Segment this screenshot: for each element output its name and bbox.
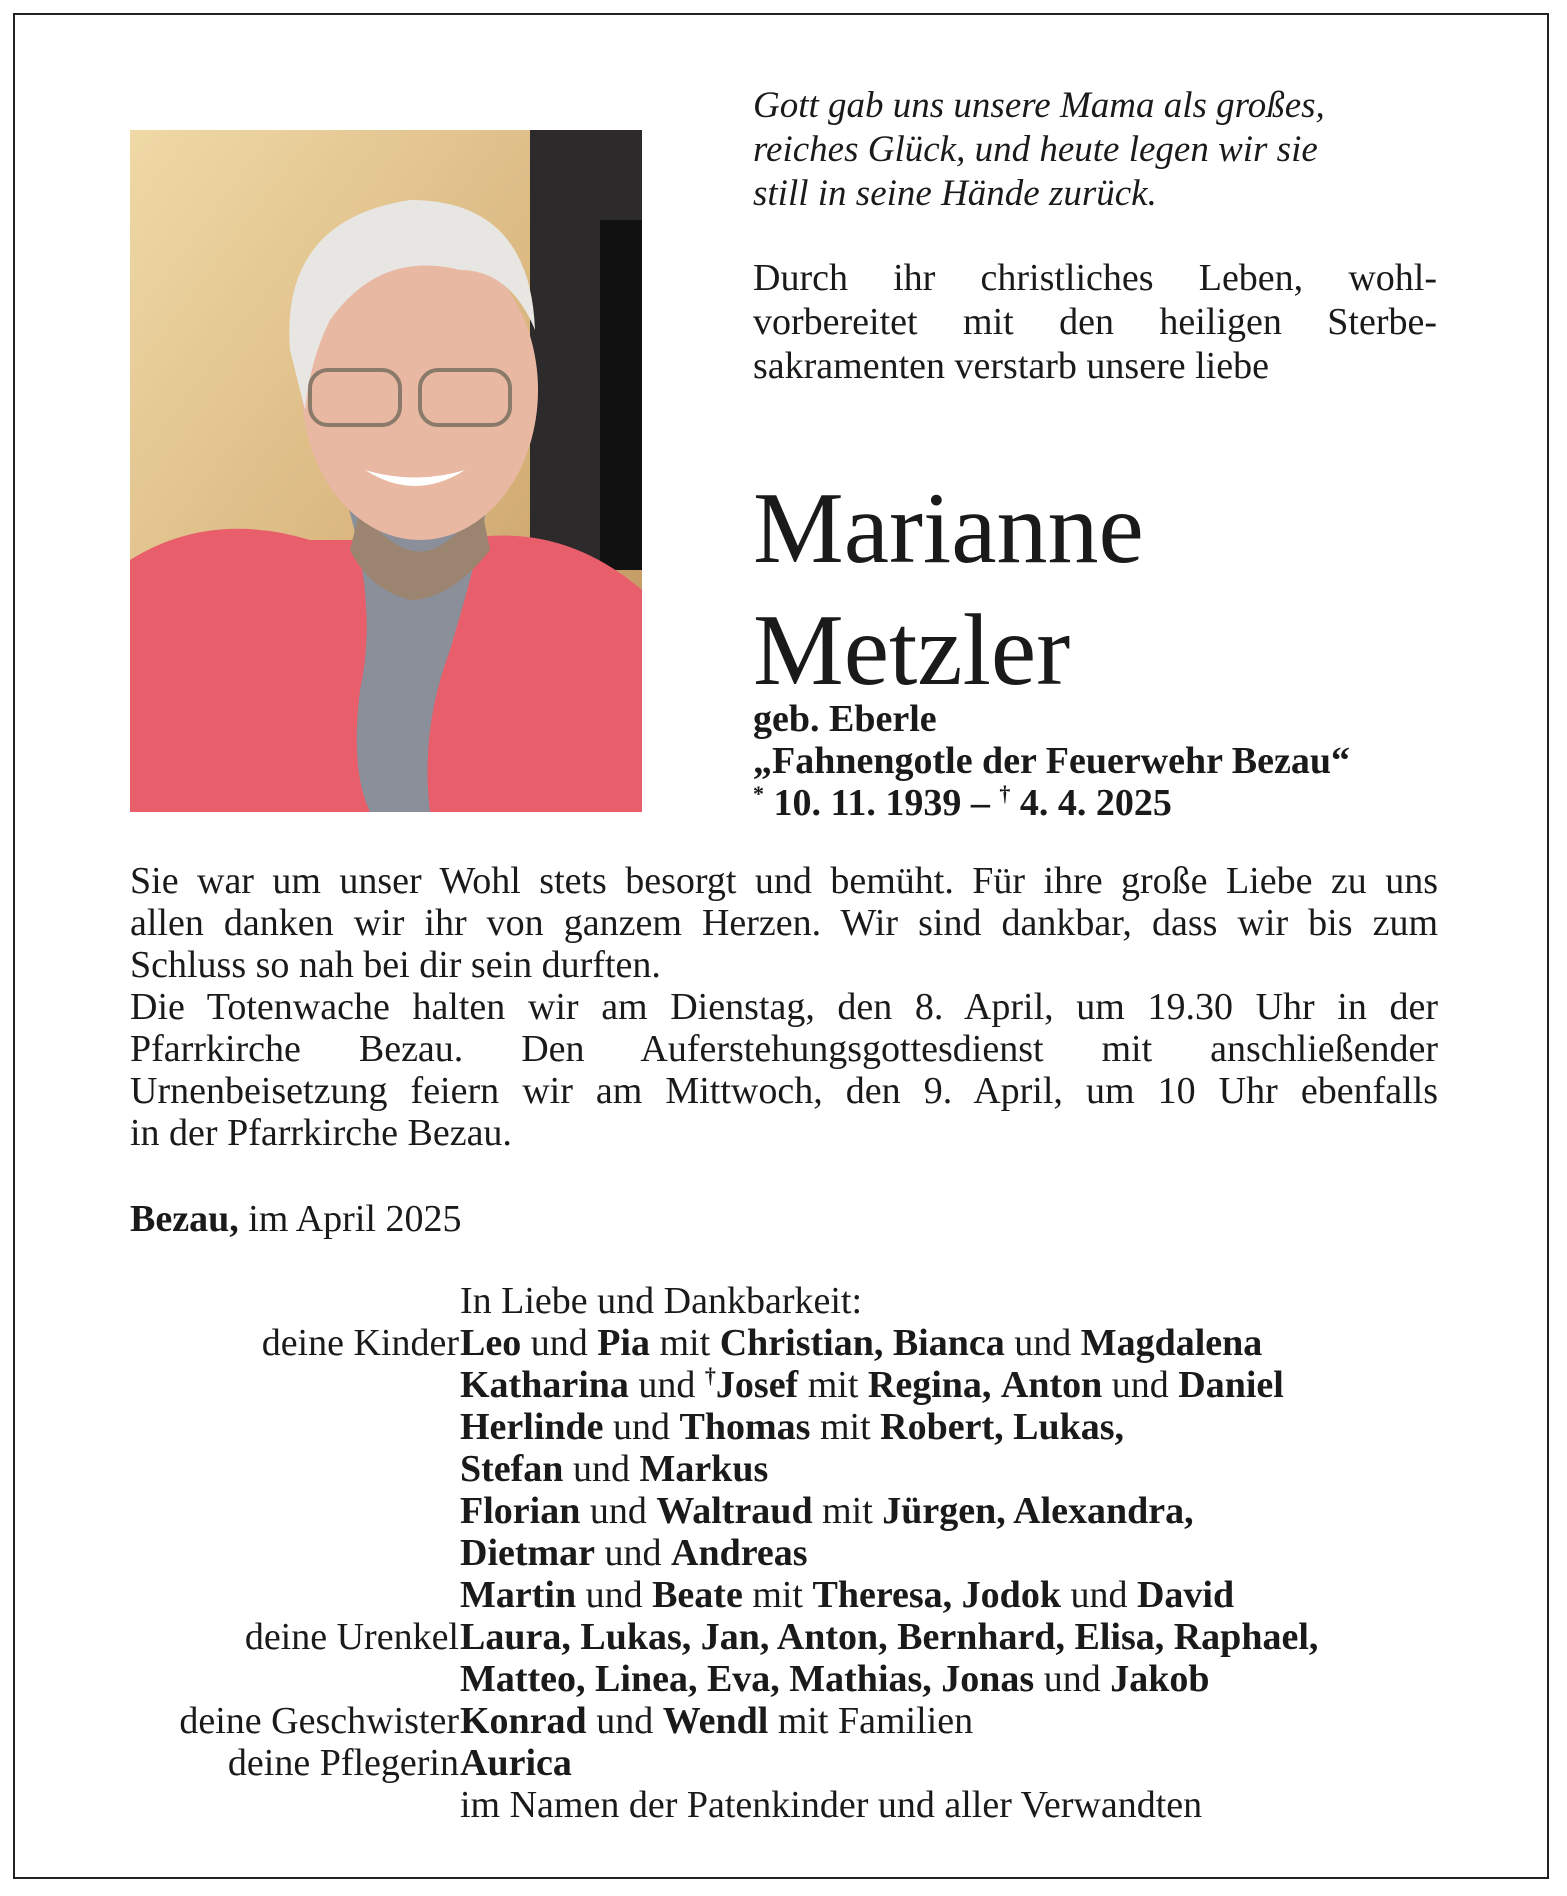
date-dash: – [970,782,990,824]
birth-symbol: * [753,781,764,806]
motto-line: reiches Glück, und heute legen wir sie [753,129,1318,170]
body-line: Urnenbeisetzung feiern wir am Mittwoch, den 9. April, um 10 Uhr ebenfalls [130,1070,1438,1112]
place-city: Bezau, [130,1198,239,1240]
first-name: Marianne [753,472,1144,585]
mourner-names: Leo und Pia mit Christian, Bianca und Magdalena [460,1322,1263,1364]
mourner-row [0,1490,1567,1532]
body-line: Die Totenwache halten wir am Dienstag, den 8. April, um 19.30 Uhr in der [130,986,1438,1028]
mourner-row [0,1532,1567,1574]
mourner-names: Laura, Lukas, Jan, Anton, Bernhard, Elisa, Raphael, [460,1616,1319,1658]
intro-line: sakramenten verstarb unsere liebe [753,345,1269,387]
deceased-details [753,698,1493,824]
motto-quote [753,84,1453,216]
label-children: deine Kinder [261,1322,459,1364]
mourner-row [0,1322,1567,1364]
mourner-names: Matteo, Linea, Eva, Mathias, Jonas und Jakob [460,1658,1210,1700]
mourner-names: Stefan und Markus [460,1448,769,1490]
mourner-names: Dietmar und Andreas [460,1532,808,1574]
body-line: Sie war um unser Wohl stets besorgt und bemüht. Für ihre große Liebe zu uns [130,860,1438,902]
mourner-names: Konrad und Wendl mit Familien [460,1700,974,1742]
mourner-row [0,1574,1567,1616]
label-great-grandchildren: deine Urenkel [244,1616,459,1658]
mourner-row [0,1448,1567,1490]
mourners-list [0,1280,1567,1826]
closing-row [0,1784,1567,1826]
obituary-text [130,860,1438,1154]
death-symbol: † [999,781,1011,806]
mourner-row [0,1616,1567,1658]
mourner-names: Katharina und †Josef mit Regina, Anton und Daniel [460,1363,1284,1406]
motto-line: Gott gab uns unsere Mama als großes, [753,85,1325,126]
body-line: Pfarrkirche Bezau. Den Auferstehungsgottesdienst mit anschließender [130,1028,1438,1070]
mourner-names: Herlinde und Thomas mit Robert, Lukas, [460,1406,1125,1448]
label-caregiver: deine Pflegerin [227,1742,459,1784]
mourner-names: Martin und Beate mit Theresa, Jodok und David [460,1574,1235,1616]
body-line: in der Pfarrkirche Bezau. [130,1112,512,1154]
mourner-row [0,1742,1567,1784]
intro-line: vorbereitet mit den heiligen Sterbe- [753,301,1437,343]
life-dates [753,782,1493,824]
mourners-heading: In Liebe und Dankbarkeit: [460,1280,863,1322]
mourner-row [0,1658,1567,1700]
body-line: Schluss so nah bei dir sein durften. [130,944,661,986]
mourner-row [0,1406,1567,1448]
mourner-names: Florian und Waltraud mit Jürgen, Alexandra, [460,1490,1194,1532]
last-name: Metzler [753,594,1071,707]
mourners-heading-row [0,1280,1567,1322]
place-month: im April 2025 [248,1198,462,1240]
label-siblings: deine Geschwister [179,1700,459,1742]
birth-date: 10. 11. 1939 [773,782,962,824]
deceased-name [753,468,1144,712]
mourner-row [0,1364,1567,1406]
portrait-photo [130,130,642,812]
birth-name: geb. Eberle [753,698,937,740]
place-date [130,1198,461,1240]
honorary-title: „Fahnengotle der Feuerwehr Bezau“ [753,740,1351,782]
mourner-names: Aurica [460,1742,572,1784]
intro-line: Durch ihr christliches Leben, wohl- [753,257,1437,299]
motto-line: still in seine Hände zurück. [753,173,1157,214]
mourner-row [0,1700,1567,1742]
body-line: allen danken wir ihr von ganzem Herzen. Wir sind dankbar, dass wir bis zum [130,902,1438,944]
death-date: 4. 4. 2025 [1019,782,1172,824]
closing-line: im Namen der Patenkinder und aller Verwandten [460,1784,1203,1826]
intro-text [753,256,1437,388]
